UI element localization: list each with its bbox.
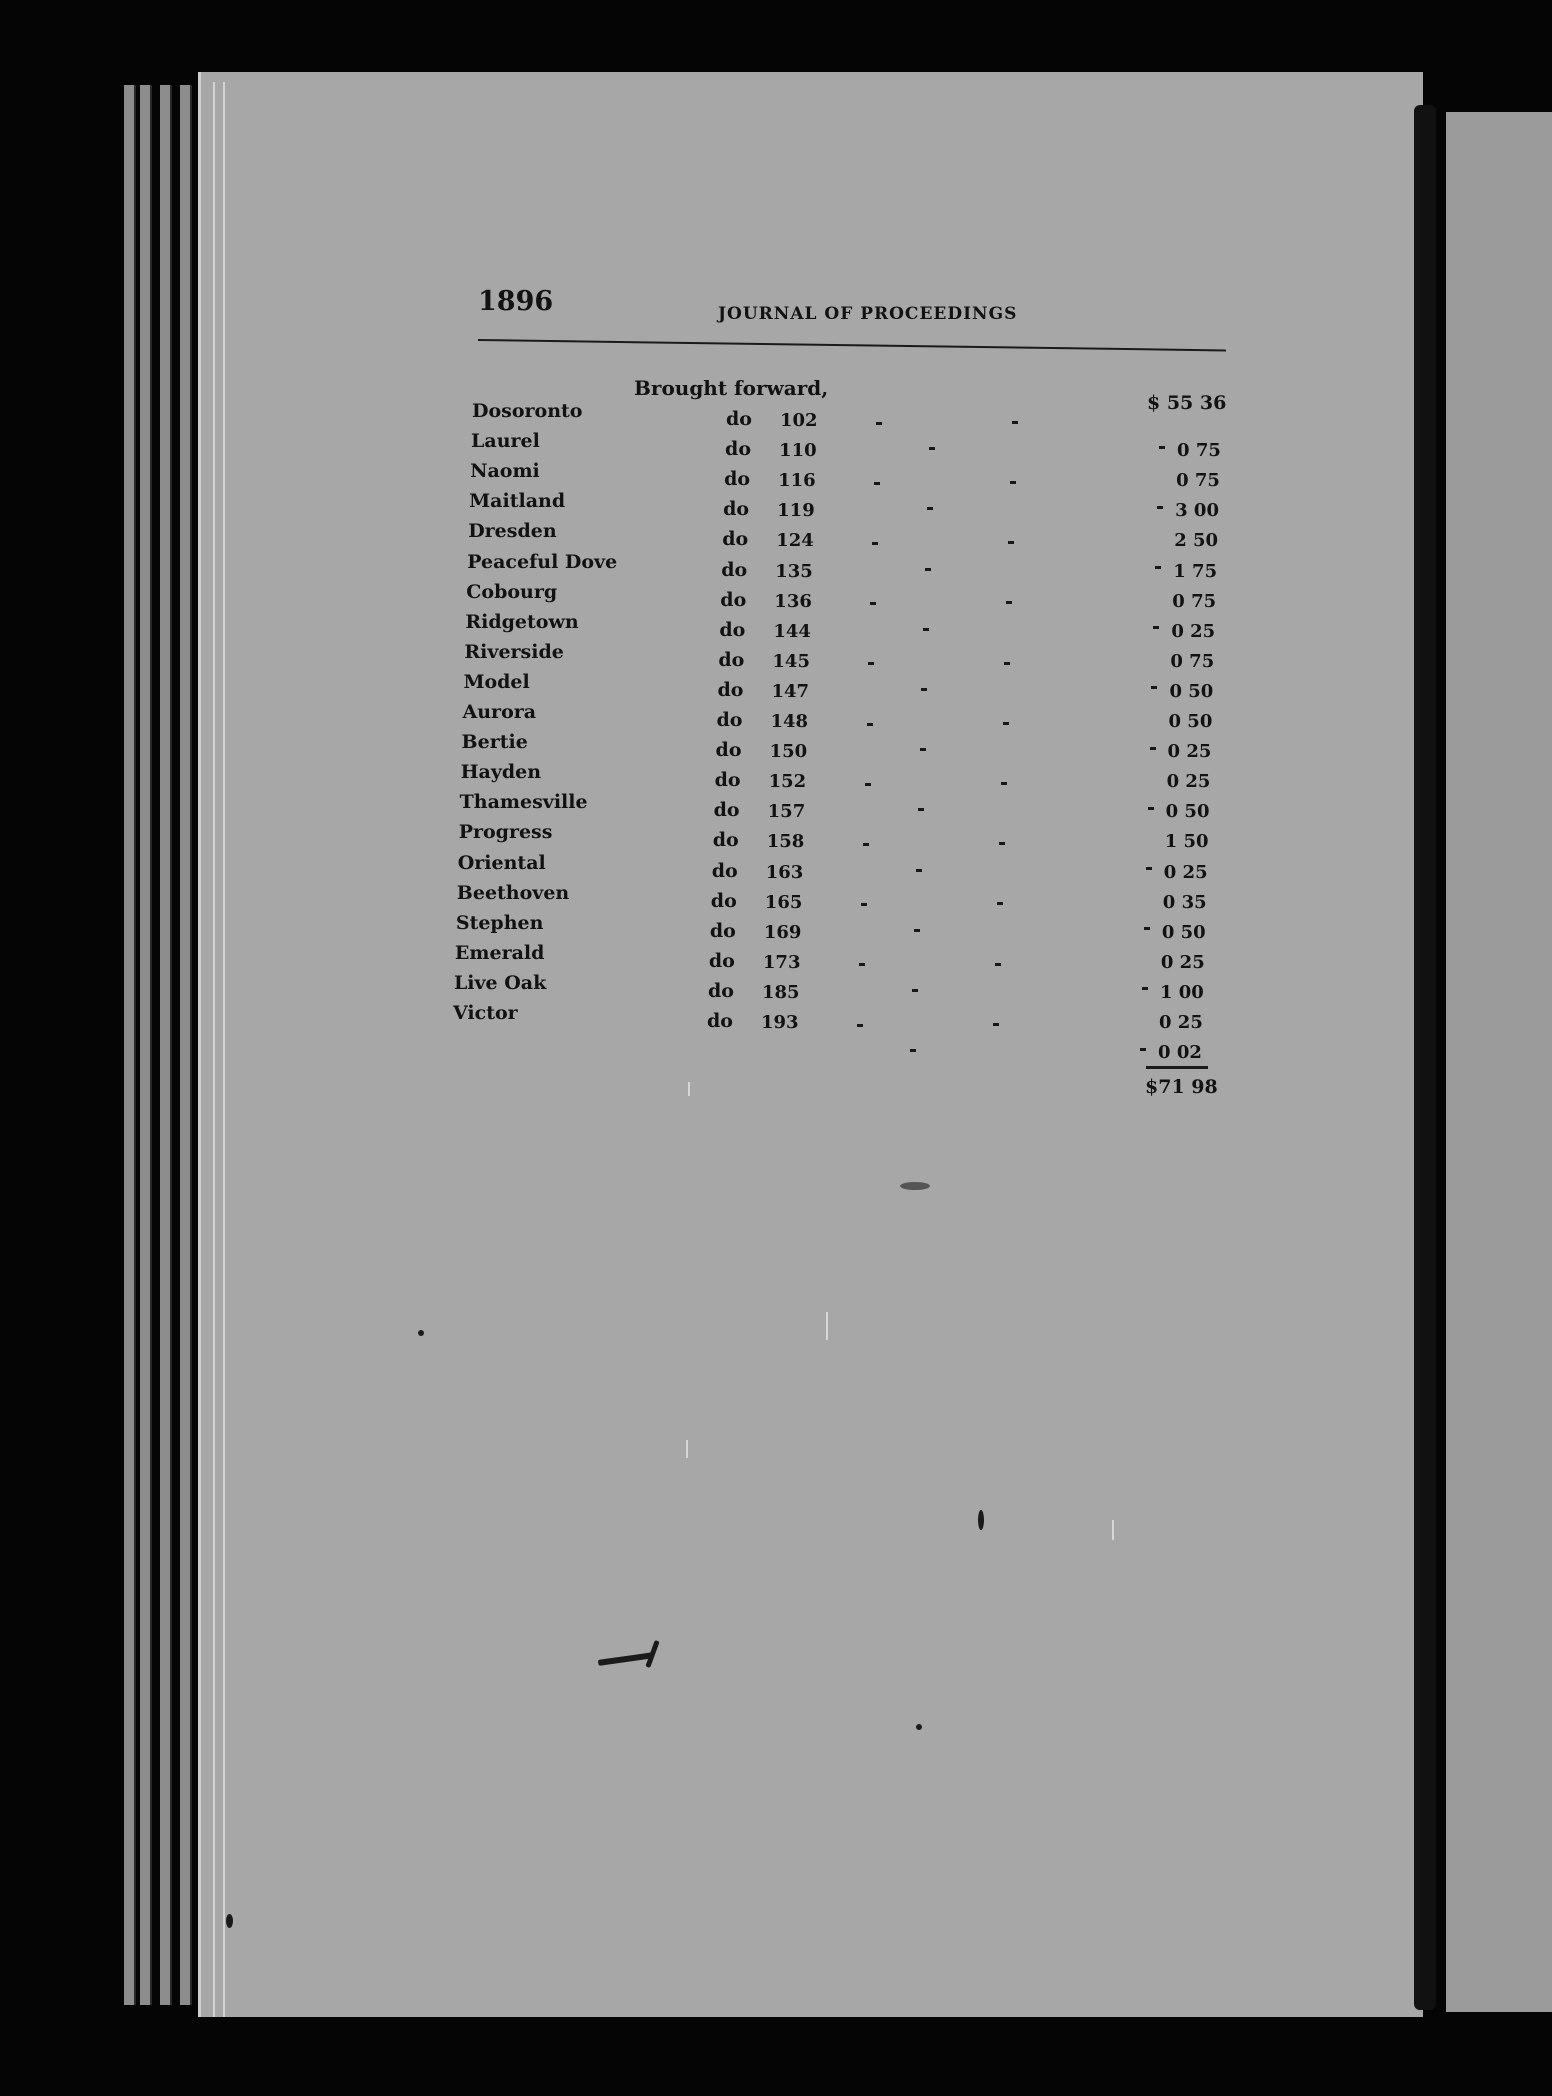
lodge-number: 145 [772,650,810,672]
leader-dash [857,1024,863,1027]
lodge-name: Dresden [468,520,557,543]
lodge-number: 193 [761,1012,799,1033]
running-head-title: JOURNAL OF PROCEEDINGS [718,304,1018,324]
ditto-mark: do [724,468,751,491]
amount: 1 50 [1164,831,1209,853]
lodge-number: 116 [778,470,816,492]
amount: 3 00 [1175,500,1219,522]
amount: 0 25 [1167,741,1212,763]
amount: 0 75 [1176,470,1220,492]
amount: 0 50 [1168,711,1213,732]
leader-dash [1010,481,1016,484]
margin-line [223,82,225,2017]
lodge-name: Cobourg [466,580,558,603]
leader-dash [914,929,920,932]
leader-dash [1144,927,1150,930]
lodge-number: 157 [767,801,806,823]
ditto-mark: do [717,678,744,701]
ditto-mark: do [726,408,752,430]
lodge-number: 102 [780,410,818,431]
lodge-number: 110 [779,440,817,462]
leader-dash [874,482,880,485]
lodge-name: Beethoven [456,881,570,904]
lodge-name: Model [463,670,530,693]
leader-dash [1140,1048,1146,1051]
leader-dash [1157,506,1163,509]
ditto-mark: do [720,588,747,611]
leader-dash [1153,626,1159,629]
margin-line [213,82,215,2017]
amount: 1 75 [1173,560,1218,582]
ditto-mark: do [723,498,750,521]
leader-dash [920,748,926,751]
ditto-mark: do [714,769,741,792]
lodge-name: Naomi [470,460,540,483]
lodge-number: 163 [765,861,804,883]
ditto-mark: do [707,1010,733,1032]
amount: 0 02 [1158,1042,1202,1064]
leader-dash [1004,662,1010,665]
leader-dash [997,902,1003,905]
amount: 0 25 [1159,1012,1203,1033]
scratch [688,1082,690,1096]
ink-smudge [900,1182,930,1190]
lodge-name: Emerald [454,941,545,964]
leader-dash [918,808,924,811]
leader-dash [1012,421,1018,424]
leader-dash [999,842,1005,845]
lodge-number: 119 [777,500,815,522]
leader-dash [929,447,935,450]
scratch [826,1312,828,1340]
brought-forward-amount: $ 55 36 [1147,392,1227,414]
leader-dash [1155,566,1161,569]
leader-dash [861,903,867,906]
amount: 0 25 [1160,951,1205,973]
lodge-number: 150 [769,741,808,763]
lodge-name: Maitland [469,490,566,513]
lodge-name: Live Oak [453,971,547,994]
amount: 0 50 [1169,680,1214,702]
leader-dash [993,1023,999,1026]
page-year: 1896 [478,286,554,317]
leader-dash [927,507,933,510]
ditto-mark: do [712,829,739,852]
leader-dash [1008,541,1014,544]
lodge-name: Aurora [462,701,537,723]
book-binding [1414,105,1436,2010]
leader-dash [1146,867,1152,870]
lodge-name: Thamesville [459,791,588,814]
lodge-name: Riverside [464,640,564,663]
ink-speck [916,1724,922,1730]
lodge-number: 148 [770,711,809,732]
amount: 0 25 [1171,620,1216,642]
lodge-name: Peaceful Dove [467,550,618,573]
lodge-name: Laurel [471,430,540,453]
brought-forward-label: Brought forward, [634,376,829,400]
lodge-name: Ridgetown [465,610,579,633]
ink-speck [978,1510,984,1530]
lodge-number: 147 [771,680,810,702]
ditto-mark: do [716,709,743,731]
leader-dash [1151,686,1157,689]
ledger-total: $71 98 [1145,1076,1218,1098]
leader-dash [1006,601,1012,604]
ditto-mark: do [707,979,734,1002]
lodge-name: Dosoronto [472,400,583,422]
leader-dash [921,688,927,691]
leader-dash [863,843,869,846]
leader-dash [1003,722,1009,725]
lodge-number: 135 [775,560,813,582]
ditto-mark: do [721,558,748,581]
ditto-mark: do [713,799,740,822]
amount: 0 75 [1172,590,1217,612]
leader-dash [925,568,931,571]
lodge-number: 169 [763,921,802,943]
lodge-name: Hayden [460,761,542,784]
page-edge [180,85,192,2005]
total-rule [1146,1066,1208,1069]
ditto-mark: do [708,949,735,972]
amount: 0 35 [1162,891,1207,913]
leader-dash [916,869,922,872]
ditto-mark: do [715,739,742,762]
lodge-number: 144 [773,620,811,642]
lodge-number: 185 [761,981,800,1003]
ditto-mark: do [719,618,746,641]
ditto-mark: do [710,889,737,912]
ditto-mark: do [725,438,752,461]
lodge-number: 158 [766,831,805,853]
page-edge [124,85,136,2005]
leader-dash [1142,987,1148,990]
ink-speck [226,1914,233,1928]
lodge-number: 136 [774,590,812,612]
ditto-mark: do [711,859,738,882]
journal-page [198,72,1423,2017]
leader-dash [995,963,1001,966]
lodge-number: 173 [762,951,801,973]
amount: 0 50 [1165,801,1210,823]
page-edge [140,85,152,2005]
lodge-name: Stephen [455,911,544,934]
scratch [686,1440,688,1458]
lodge-number: 124 [776,530,814,552]
ditto-mark: do [722,528,749,551]
leader-dash [1148,807,1154,810]
leader-dash [923,628,929,631]
amount: 0 75 [1177,440,1221,462]
amount: 0 50 [1161,921,1206,943]
leader-dash [910,1049,916,1052]
lodge-number: 152 [768,771,807,793]
amount: 1 00 [1159,981,1204,1003]
page-edge [160,85,172,2005]
amount: 0 25 [1163,861,1208,883]
facing-page-edge [1446,112,1552,2012]
lodge-name: Progress [458,821,553,844]
amount: 0 25 [1166,771,1211,793]
scratch [1112,1520,1114,1540]
leader-dash [912,989,918,992]
leader-dash [1150,747,1156,750]
lodge-name: Bertie [461,731,528,754]
leader-dash [870,602,876,605]
leader-dash [872,542,878,545]
leader-dash [1159,446,1165,449]
leader-dash [876,422,882,425]
lodge-number: 165 [764,891,803,913]
leader-dash [1001,782,1007,785]
ditto-mark: do [709,919,736,942]
lodge-name: Victor [453,1002,518,1024]
leader-dash [867,723,873,726]
ink-speck [418,1330,424,1336]
amount: 0 75 [1170,650,1215,672]
leader-dash [865,783,871,786]
amount: 2 50 [1174,530,1219,552]
lodge-name: Oriental [457,851,546,874]
leader-dash [868,662,874,665]
ditto-mark: do [718,648,745,671]
leader-dash [859,963,865,966]
